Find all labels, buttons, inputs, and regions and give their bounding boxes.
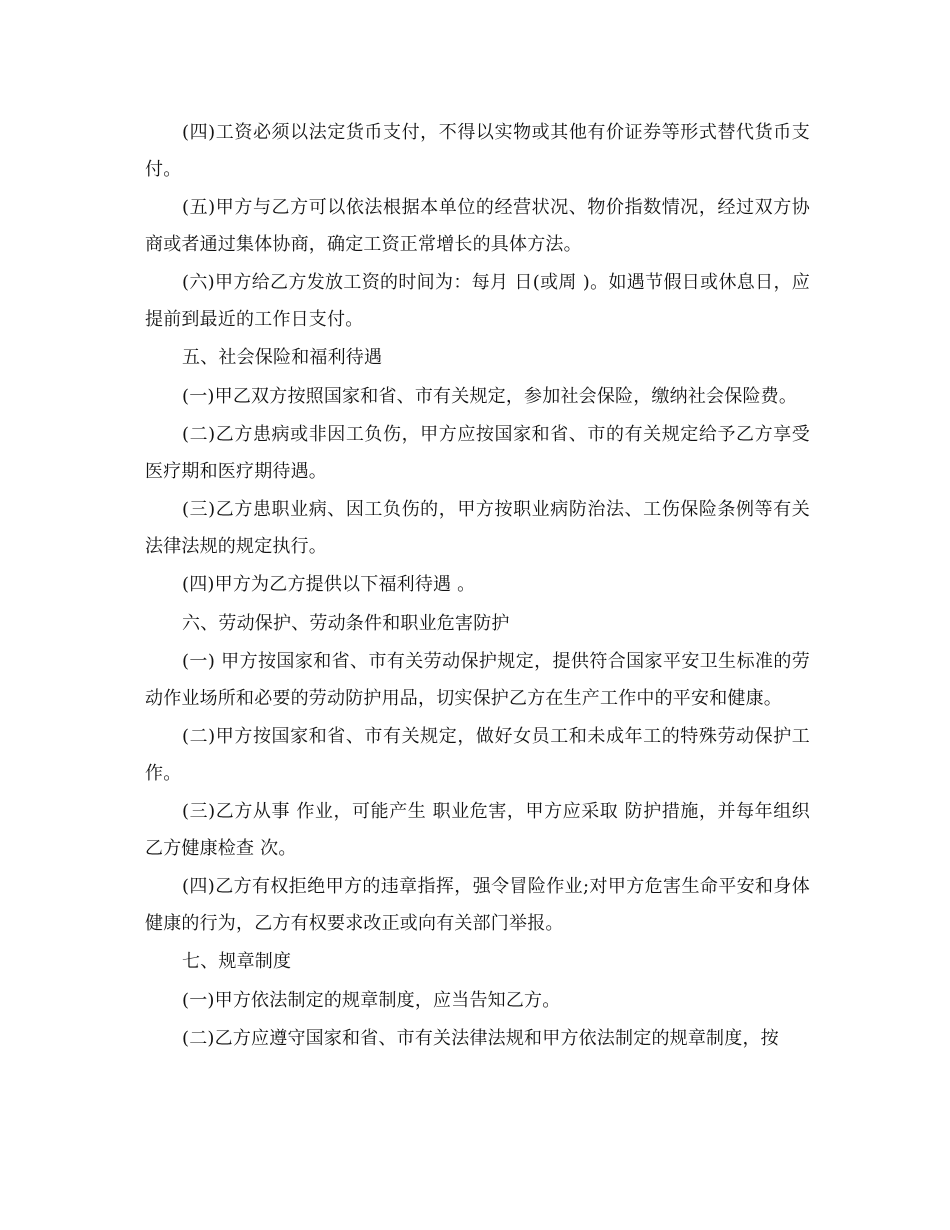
paragraph-refuse-unsafe-orders: (四)乙方有权拒绝甲方的违章指挥，强令冒险作业;对甲方危害生命平安和身体健康的行为，乙方有权要求改正或向有关部门举报。 <box>145 876 810 934</box>
paragraph-sick-leave: (二)乙方患病或非因工负伤，甲方应按国家和省、市的有关规定给予乙方享受医疗期和医疗期待遇。 <box>145 424 810 482</box>
paragraph-rules-compliance: (二)乙方应遵守国家和省、市有关法律法规和甲方依法制定的规章制度，按 <box>182 1028 779 1049</box>
paragraph-special-protection: (二)甲方按国家和省、市有关规定，做好女员工和未成年工的特殊劳动保护工作。 <box>145 726 810 784</box>
paragraph-welfare: (四)甲方为乙方提供以下福利待遇 。 <box>182 574 476 595</box>
paragraph-rules-notice: (一)甲方依法制定的规章制度，应当告知乙方。 <box>182 989 561 1011</box>
paragraph-occupational-injury: (三)乙方患职业病、因工负伤的，甲方按职业病防治法、工伤保险条例等有关法律法规的规定执行。 <box>145 499 810 557</box>
section-heading-labor-protection: 六、劳动保护、劳动条件和职业危害防护 <box>182 612 510 634</box>
paragraph-safety-equipment: (一) 甲方按国家和省、市有关劳动保护规定，提供符合国家平安卫生标准的劳动作业场所和必要的劳动防护用品，切实保护乙方在生产工作中的平安和健康。 <box>145 651 810 709</box>
paragraph-health-check: (三)乙方从事 作业，可能产生 职业危害，甲方应采取 防护措施，并每年组织乙方健康检查 次。 <box>145 801 810 859</box>
paragraph-wage-payday: (六)甲方给乙方发放工资的时间为：每月 日(或周 )。如遇节假日或休息日，应提前到最近的工作日支付。 <box>145 272 810 330</box>
section-heading-social-insurance: 五、社会保险和福利待遇 <box>182 347 383 368</box>
paragraph-wage-currency: (四)工资必须以法定货币支付，不得以实物或其他有价证券等形式替代货币支付。 <box>145 122 810 180</box>
section-heading-rules: 七、规章制度 <box>182 951 292 972</box>
document-page <box>145 115 810 1060</box>
paragraph-social-insurance: (一)甲乙双方按照国家和省、市有关规定，参加社会保险，缴纳社会保险费。 <box>182 385 798 407</box>
paragraph-wage-growth: (五)甲方与乙方可以依法根据本单位的经营状况、物价指数情况，经过双方协商或者通过集体协商，确定工资正常增长的具体方法。 <box>145 197 810 255</box>
